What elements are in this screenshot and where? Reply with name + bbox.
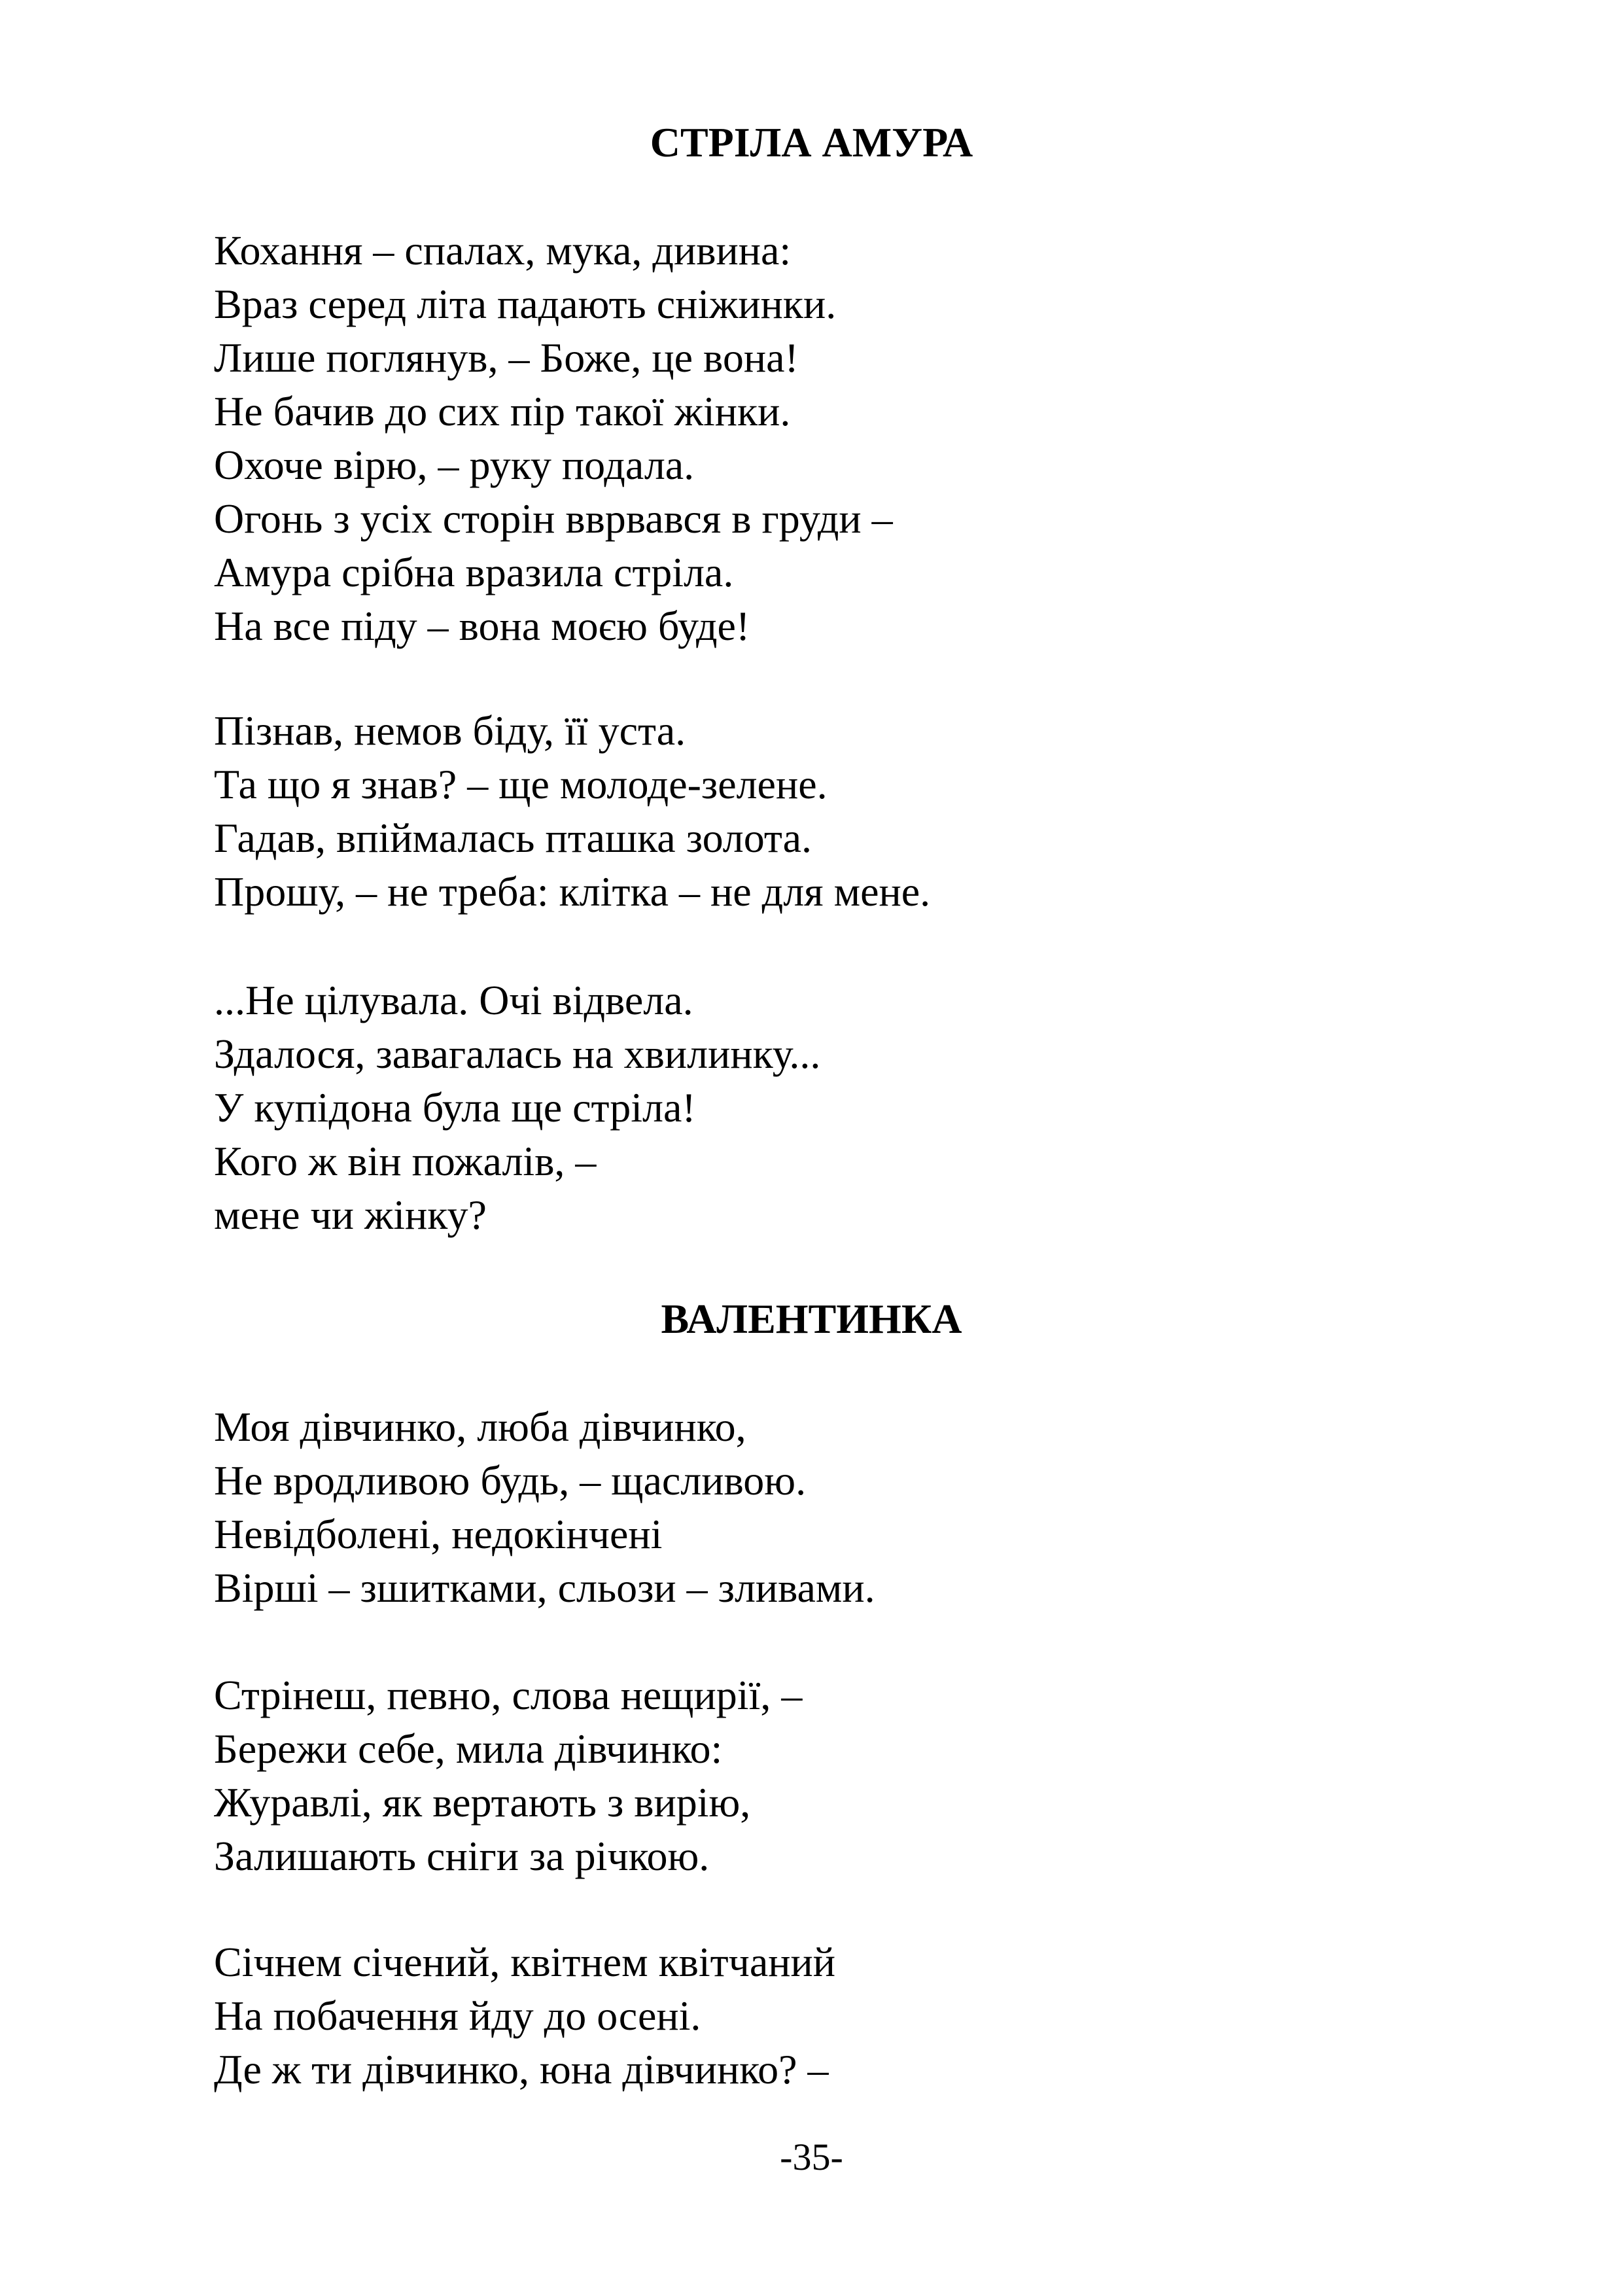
poem-line: мене чи жінку? (214, 1192, 487, 1238)
poem-line: Де ж ти дівчинко, юна дівчинко? – (214, 2046, 829, 2093)
poem-line: Враз серед літа падають сніжинки. (214, 281, 837, 327)
poem-line: На все піду – вона моєю буде! (214, 603, 750, 649)
page-number: -35- (780, 2136, 843, 2178)
poem-line: ...Не цілувала. Очі відвела. (214, 977, 693, 1023)
poem-line: Бережи себе, мила дівчинко: (214, 1725, 723, 1772)
poem-title-valentynka: ВАЛЕНТИНКА (661, 1296, 962, 1342)
poem-line: Гадав, впіймалась пташка золота. (214, 815, 812, 861)
poem-line: Та що я знав? – ще молоде-зелене. (214, 761, 828, 807)
poem-line: Невідболені, недокінчені (214, 1511, 663, 1557)
poem-line: Стрінеш, певно, слова нещирії, – (214, 1672, 803, 1718)
poem-line: Не бачив до сих пір такої жінки. (214, 388, 791, 434)
poem2-stanza-1 (214, 1400, 875, 1615)
poem-line: Залишають сніги за річкою. (214, 1833, 710, 1879)
poem2-stanza-2 (214, 1669, 802, 1883)
poem1-stanza-1 (214, 224, 893, 653)
poem1-stanza-2 (214, 704, 930, 919)
poem-line: Огонь з усіх сторін вврвався в груди – (214, 495, 893, 542)
poem-line: Січнем січений, квітнем квітчаний (214, 1939, 835, 1985)
poem-title-strila-amura: СТРІЛА АМУРА (650, 119, 973, 166)
poem-line: Лише поглянув, – Боже, це вона! (214, 334, 799, 381)
poem-line: Кого ж він пожалів, – (214, 1138, 597, 1184)
poem2-stanza-3 (214, 1935, 835, 2096)
poem-line: Кохання – спалах, мука, дивина: (214, 227, 792, 274)
poem-line: Амура срібна вразила стріла. (214, 549, 734, 595)
poem-line: Прошу, – не треба: клітка – не для мене. (214, 868, 931, 915)
poem-line: Пізнав, немов біду, її уста. (214, 707, 686, 754)
poem-line: Журавлі, як вертають з вирію, (214, 1779, 751, 1826)
poem-line: Охоче вірю, – руку подала. (214, 442, 695, 488)
poem-line: У купідона була ще стріла! (214, 1084, 696, 1131)
poem-line: Моя дівчинко, люба дівчинко, (214, 1404, 746, 1450)
poem-line: Не вродливою будь, – щасливою. (214, 1457, 807, 1504)
poem-line: Вірші – зшитками, сльози – зливами. (214, 1564, 875, 1611)
poem-line: На побачення йду до осені. (214, 1992, 701, 2039)
poem1-stanza-3 (214, 974, 820, 1242)
poem-line: Здалося, завагалась на хвилинку... (214, 1031, 821, 1077)
